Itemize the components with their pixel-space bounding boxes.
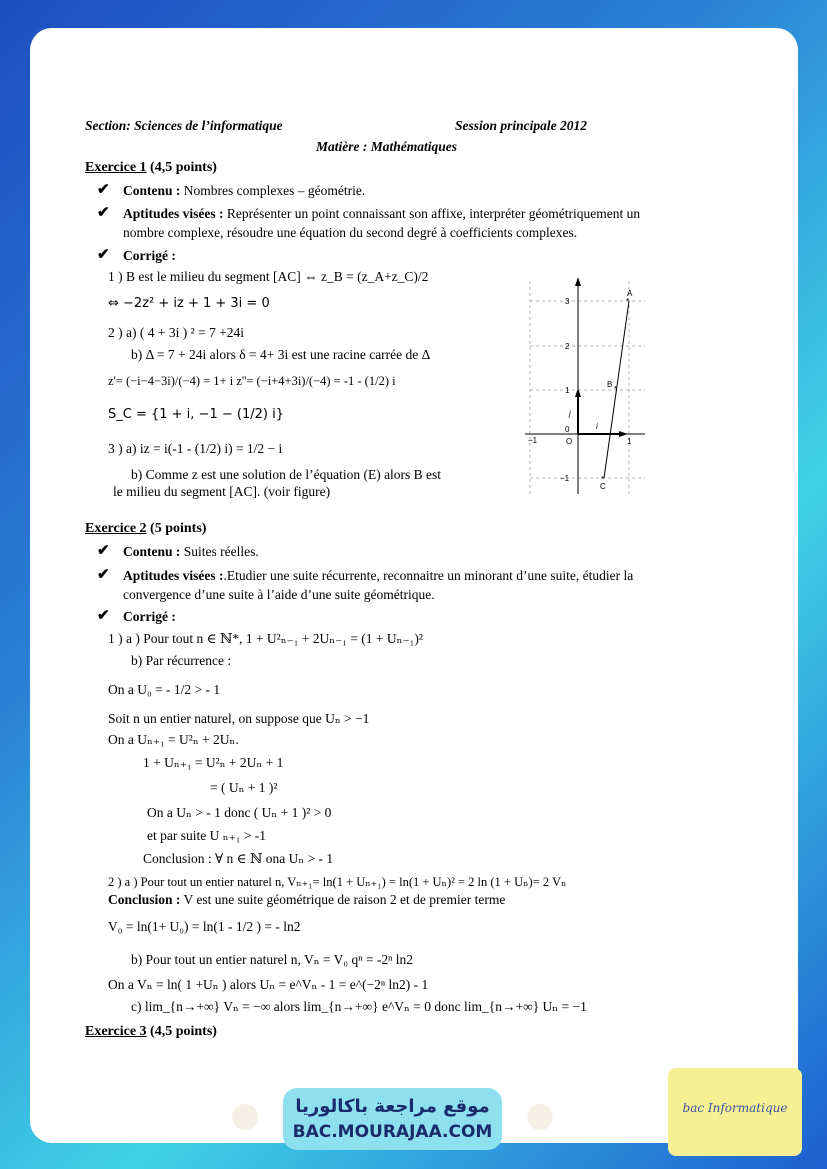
y-tick: 3 (565, 297, 570, 306)
origin-label: O (566, 437, 573, 446)
ex2-line: V₀ = ln(1+ U₀) = ln(1 - 1/2 ) = - ln2 (108, 919, 301, 934)
ex1-line: z'= (−i−4−3i)/(−4) = 1+ i z''= (−i+4+3i)/(−4) = -1 - (1/2) i (108, 374, 396, 388)
bac-informatique-badge (668, 1068, 802, 1156)
point-c-label: C (600, 482, 606, 491)
ex2-line: On a Uₙ₊₁ = U²ₙ + 2Uₙ. (108, 732, 239, 747)
point-b-label: B (607, 380, 613, 389)
ex1-line: b) Δ = 7 + 24i alors δ = 4+ 3i est une racine carrée de Δ (131, 347, 431, 362)
ex2-conclusion-text: V est une suite géométrique de raison 2 et de premier terme (183, 892, 506, 907)
exercise-1-points: (4,5 points) (150, 160, 217, 175)
exercise-2-title: Exercice 2 (85, 521, 147, 536)
ex2-corrige-label: Corrigé : (123, 609, 176, 624)
ex1-aptitudes-label: Aptitudes visées : (123, 206, 224, 221)
ex2-line: 2 ) a ) Pour tout un entier naturel n, Vₙ₊₁= ln(1 + Uₙ₊₁) = ln(1 + Uₙ)² = 2 ln (1 + Uₙ)= 2 Vₙ (108, 875, 567, 889)
exercise-3-heading (85, 1023, 217, 1040)
exercise-3-points: (4,5 points) (150, 1024, 217, 1039)
y-axis-arrow (575, 277, 581, 286)
y-tick: −1 (560, 474, 570, 483)
section-label: Section: Sciences de l’informatique (85, 118, 283, 133)
y-tick: 1 (565, 386, 570, 395)
site-banner-url[interactable]: BAC.MOURAJAA.COM (292, 1122, 493, 1142)
ex2-aptitudes-cont: convergence d’une suite à l’aide d’une suite géométrique. (123, 587, 435, 602)
book-logo-icon (232, 1104, 258, 1130)
ex2-line: et par suite U ₙ₊₁ > -1 (147, 828, 267, 843)
x-tick: −1 (528, 436, 538, 445)
point-b-marker: * (614, 385, 618, 394)
ex2-line: = ( Uₙ + 1 )² (210, 780, 278, 795)
vector-i-label: i (596, 422, 598, 431)
vector-j-arrow (575, 388, 581, 397)
ex2-line: b) Pour tout un entier naturel n, Vₙ = V₀ qⁿ = -2ⁿ ln2 (131, 952, 413, 967)
book-logo-icon (527, 1104, 553, 1130)
complex-plane-figure (520, 276, 650, 496)
ex2-line: Soit n un entier naturel, on suppose que Uₙ > −1 (108, 711, 370, 726)
exercise-2-points: (5 points) (150, 521, 207, 536)
ex1-aptitudes (123, 205, 640, 222)
ex2-contenu (123, 543, 259, 560)
ex1-line: ⇔ −2z² + iz + 1 + 3i = 0 (108, 296, 270, 311)
ex2-line: Conclusion : ∀ n ∈ ℕ ona Uₙ > - 1 (143, 851, 334, 866)
badge-text: bac Informatique (682, 1101, 788, 1115)
point-a-marker: * (626, 297, 630, 306)
ex1-line: 1 ) B est le milieu du segment [AC] ⇔ z_B = (z_A+z_C)/2 (108, 269, 429, 284)
y-tick: 0 (565, 425, 570, 434)
ex2-conclusion (108, 891, 505, 908)
check-icon: ✔ (97, 182, 110, 198)
y-tick: 2 (565, 342, 570, 351)
ex2-line: On a Uₙ > - 1 donc ( Uₙ + 1 )² > 0 (147, 805, 332, 820)
ex2-conclusion-label: Conclusion : (108, 892, 181, 907)
exercise-1-title: Exercice 1 (85, 160, 147, 175)
x-tick: 1 (627, 437, 632, 446)
site-banner-arabic: موقع مراجعة باكالوريا (295, 1096, 490, 1117)
check-icon: ✔ (97, 567, 110, 583)
exercise-3-title: Exercice 3 (85, 1024, 147, 1039)
ex1-line: le milieu du segment [AC]. (voir figure) (113, 484, 331, 499)
ex2-line: On a Vₙ = ln( 1 +Uₙ ) alors Uₙ = e^Vₙ - 1 = e^(−2ⁿ ln2) - 1 (108, 977, 429, 992)
ex1-line: b) Comme z est une solution de l’équation (E) alors B est (131, 467, 442, 482)
ex1-contenu-text: Nombres complexes – géométrie. (183, 183, 366, 198)
ex2-line: b) Par récurrence : (131, 653, 232, 668)
ex1-line: 3 ) a) iz = i(-1 - (1/2) i) = 1/2 − i (108, 441, 283, 456)
point-c-marker: * (601, 475, 605, 484)
exercise-1-heading (85, 159, 217, 176)
ex1-contenu (123, 182, 365, 199)
ex2-aptitudes-text: .Etudier une suite récurrente, reconnaitre un minorant d’une suite, étudier la (223, 568, 634, 583)
ex1-aptitudes-text: Représenter un point connaissant son affixe, interpréter géométriquement un (226, 206, 641, 221)
ex2-line: c) lim_{n→+∞} Vₙ = −∞ alors lim_{n→+∞} e^Vₙ = 0 donc lim_{n→+∞} Uₙ = −1 (131, 999, 587, 1014)
ex1-aptitudes-cont: nombre complexe, résoudre une équation du second degré à coefficients complexes. (123, 225, 578, 240)
vector-j-label: j (569, 409, 571, 418)
subject-label: Matière : Mathématiques (316, 139, 457, 154)
session-label: Session principale 2012 (455, 118, 588, 133)
ex2-aptitudes (123, 567, 633, 584)
check-icon: ✔ (97, 205, 110, 221)
exercise-2-heading (85, 520, 206, 537)
ex2-aptitudes-label: Aptitudes visées : (123, 568, 224, 583)
ex1-corrige-label: Corrigé : (123, 248, 176, 263)
check-icon: ✔ (97, 247, 110, 263)
check-icon: ✔ (97, 543, 110, 559)
ex2-line: 1 + Uₙ₊₁ = U²ₙ + 2Uₙ + 1 (143, 755, 284, 770)
ex2-contenu-label: Contenu : (123, 544, 181, 559)
ex2-line: On a U₀ = - 1/2 > - 1 (108, 682, 221, 697)
ex1-line: 2 ) a) ( 4 + 3i ) ² = 7 +24i (108, 325, 244, 340)
ex2-contenu-text: Suites réelles. (183, 544, 259, 559)
check-icon: ✔ (97, 608, 110, 624)
site-banner[interactable] (283, 1088, 502, 1150)
ex2-line: 1 ) a ) Pour tout n ∈ ℕ*, 1 + U²ₙ₋₁ + 2Uₙ₋₁ = (1 + Uₙ₋₁)² (108, 631, 423, 646)
point-a-label: A (627, 289, 633, 298)
ex1-contenu-label: Contenu : (123, 183, 181, 198)
ex1-line: S_C = {1 + i, −1 − (1/2) i} (108, 407, 284, 422)
